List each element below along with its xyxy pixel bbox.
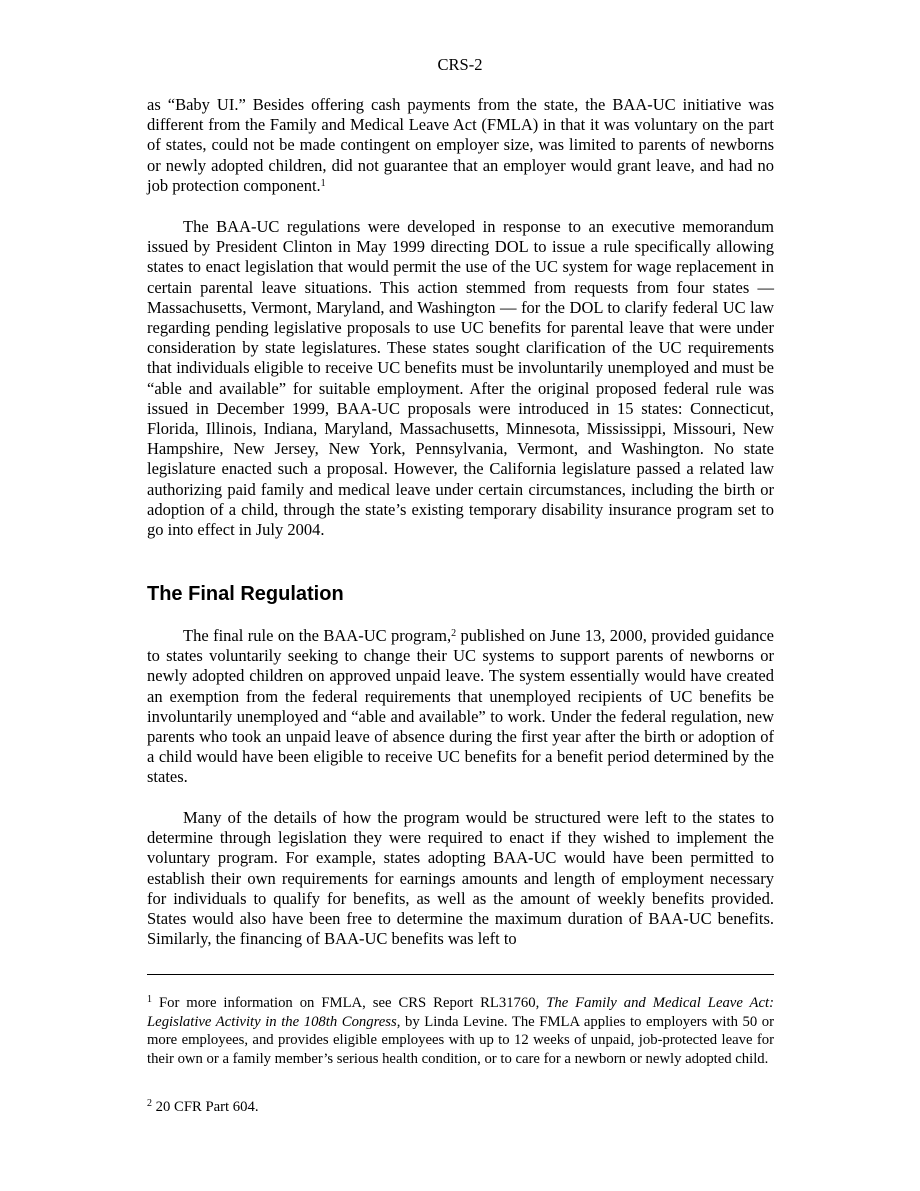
footnote-text: For more information on FMLA, see CRS Report RL31760, [152,995,547,1011]
page-header: CRS-2 [437,55,483,74]
footnote-2 [147,1098,774,1117]
footnote-report-title: The Family and Medical Leave Act: Legislative Activity in the 108th Congress [147,995,774,1030]
paragraph-text: The BAA-UC regulations were developed in response to an executive memorandum issued by President Clinton in May 1999 directing DOL to issue a rule specifically allowing states to enact legislation that would permit the use of the UC system for wage replacement in certain parental leave situations. This action stemmed from requests from four states — Massachusetts, Vermont, Maryland, and Washington — for the DOL to clarify federal UC law regarding pending legislative proposals to use UC benefits for parental leave that were under consideration by state legislatures. These states sought clarification of the UC requirements that individuals eligible to receive UC benefits must be involuntarily unemployed and must be “able and available” for suitable employment. After the original proposed federal rule was issued in December 1999, BAA-UC proposals were introduced in 15 states: Connecticut, Florida, Illinois, Indiana, Maryland, Massachusetts, Minnesota, Mississippi, Missouri, New Hampshire, New Jersey, New York, Pennsylvania, Vermont, and Washington. No state legislature enacted such a proposal. However, the California legislature passed a related law authorizing paid family and medical leave under certain circumstances, including the birth or adoption of a child, through the state’s existing temporary disability insurance program set to go into effect in July 2004. [147,217,774,540]
paragraph-text-cont: published on June 13, 2000, provided guidance to states voluntarily seeking to change their UC systems to support parents of newborns or newly adopted children on approved unpaid leave. The system essentially would have created an exemption from the federal requirements that unemployed recipients of UC benefits be involuntarily unemployed and “able and available” to work. Under the federal regulation, new parents who took an unpaid leave of absence during the first year after the birth or adoption of a child would have been eligible to receive UC benefits for a benefit period determined by the states. [147,626,774,787]
section-heading: The Final Regulation [147,583,344,605]
footnote-1 [147,994,774,1068]
footnote-number: 1 [147,994,152,1005]
footnote-text-cont: , by Linda Levine. The FMLA applies to employers with 50 or more employees, and provides eligible employees with up to 12 weeks of unpaid, job-protected leave for their own or a family member’s serious health condition, or to care for a newborn or newly adopted child. [147,1013,775,1067]
paragraph-text: Many of the details of how the program would be structured were left to the states to determine through legislation they were required to enact if they wished to implement the voluntary program. For example, states adopting BAA-UC would have been permitted to establish their own requirements for earnings amounts and length of employment necessary for individuals to qualify for benefits, as well as the amount of weekly benefits provided. States would also have been free to determine the maximum duration of BAA-UC benefits. Similarly, the financing of BAA-UC benefits was left to [147,808,774,949]
footnote-ref-2: 2 [451,628,457,639]
paragraph-final-rule [147,626,774,788]
footnote-divider [147,974,774,975]
footnote-number: 2 [147,1098,152,1109]
paragraph-text: The final rule on the BAA-UC program, [183,626,452,645]
paragraph-program-details [147,808,774,949]
footnote-text: 20 CFR Part 604. [152,1099,259,1115]
footnote-ref-1: 1 [320,177,326,189]
paragraph-regulations-origin [147,217,774,540]
paragraph-baby-ui [147,95,774,196]
paragraph-text: as “Baby UI.” Besides offering cash payments from the state, the BAA-UC initiative was different from the Family and Medical Leave Act (FMLA) in that it was voluntary on the part of states, could not be made contingent on employer size, was limited to parents of newborns or newly adopted children, did not guarantee that an employer would grant leave, and had no job protection component. [147,95,774,195]
